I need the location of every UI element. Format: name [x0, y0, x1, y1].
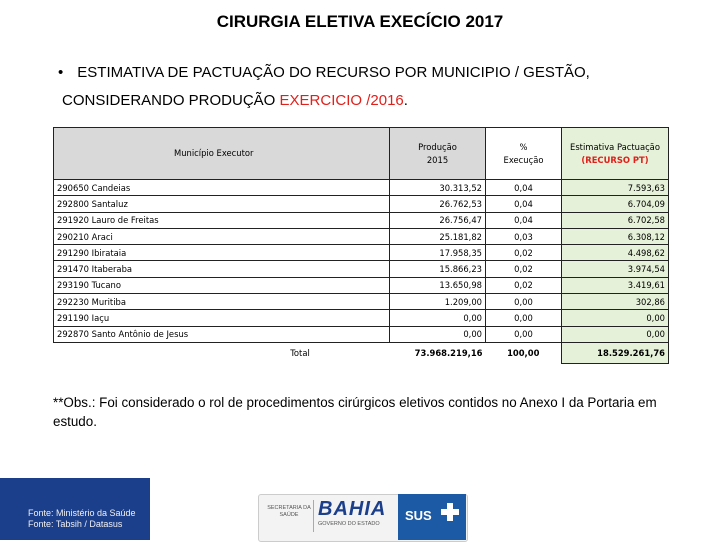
cell-pct: 0,02	[486, 261, 562, 277]
cell-producao: 0,00	[390, 310, 486, 326]
col-header-pct-line1: %	[519, 141, 528, 152]
table-row	[54, 180, 669, 196]
cell-pct: 0,00	[486, 326, 562, 342]
bullet-highlight: EXERCICIO /2016	[279, 92, 404, 109]
cell-producao: 0,00	[390, 326, 486, 342]
logo-divider	[313, 500, 314, 532]
cell-estimativa: 6.704,09	[562, 196, 669, 212]
table-row	[54, 294, 669, 310]
cell-estimativa: 0,00	[562, 310, 669, 326]
col-header-pct	[486, 128, 562, 180]
bullet-line	[58, 64, 590, 81]
page-title: CIRURGIA ELETIVA EXECÍCIO 2017	[216, 12, 504, 31]
cell-producao: 1.209,00	[390, 294, 486, 310]
cell-estimativa: 0,00	[562, 326, 669, 342]
sus-logo: SUS	[405, 508, 432, 523]
cell-municipio: 291920 Lauro de Freitas	[54, 212, 390, 228]
cell-estimativa: 6.308,12	[562, 228, 669, 244]
footer-sources	[28, 508, 136, 530]
col-header-estimativa-line2: (RECURSO PT)	[581, 154, 649, 165]
cell-municipio: 291190 Iaçu	[54, 310, 390, 326]
cell-producao: 30.313,52	[390, 180, 486, 196]
cell-pct: 0,02	[486, 245, 562, 261]
cell-producao: 26.756,47	[390, 212, 486, 228]
table-row	[54, 228, 669, 244]
cell-municipio: 292800 Santaluz	[54, 196, 390, 212]
cell-estimativa: 6.702,58	[562, 212, 669, 228]
bullet-suffix: .	[403, 92, 408, 109]
governo-logo-text: GOVERNO DO ESTADO	[318, 521, 380, 527]
cell-pct: 0,00	[486, 310, 562, 326]
cell-estimativa: 302,86	[562, 294, 669, 310]
table-header-row	[54, 128, 669, 180]
cell-producao: 17.958,35	[390, 245, 486, 261]
cell-estimativa: 4.498,62	[562, 245, 669, 261]
col-header-municipio: Município Executor	[54, 128, 390, 180]
cell-municipio: 292870 Santo Antônio de Jesus	[54, 326, 390, 342]
total-label: Total	[290, 348, 310, 359]
health-cross-icon	[440, 502, 460, 522]
source-line-2: Fonte: Tabsih / Datasus	[28, 519, 123, 529]
cell-producao: 26.762,53	[390, 196, 486, 212]
bullet-text: ESTIMATIVA DE PACTUAÇÃO DO RECURSO POR MUNICIPIO / GESTÃO,	[77, 64, 590, 81]
bullet-dot: •	[58, 64, 64, 81]
col-header-estimativa	[562, 128, 669, 180]
total-estimativa: 18.529.261,76	[562, 342, 669, 363]
cell-pct: 0,04	[486, 180, 562, 196]
total-producao: 73.968.219,16	[414, 348, 483, 359]
cell-pct: 0,04	[486, 196, 562, 212]
footer	[0, 478, 720, 540]
cell-pct: 0,02	[486, 277, 562, 293]
cell-municipio: 290210 Araci	[54, 228, 390, 244]
cell-pct: 0,00	[486, 294, 562, 310]
cell-municipio: 292230 Muritiba	[54, 294, 390, 310]
bullet-prefix: CONSIDERANDO PRODUÇÃO	[62, 92, 276, 109]
table-row	[54, 261, 669, 277]
table-row	[54, 196, 669, 212]
table-row	[54, 310, 669, 326]
table-row	[54, 326, 669, 342]
cell-pct: 0,03	[486, 228, 562, 244]
col-header-estimativa-line1: Estimativa Pactuação	[570, 141, 660, 152]
source-line-1: Fonte: Ministério da Saúde	[28, 508, 136, 518]
cell-producao: 25.181,82	[390, 228, 486, 244]
table-row	[54, 245, 669, 261]
cell-pct: 0,04	[486, 212, 562, 228]
col-header-producao-line2: 2015	[426, 154, 449, 165]
col-header-producao	[390, 128, 486, 180]
secretaria-logo-text: SECRETARIA DA SAÚDE	[267, 505, 311, 518]
cell-producao: 15.866,23	[390, 261, 486, 277]
cell-estimativa: 7.593,63	[562, 180, 669, 196]
data-table	[53, 127, 669, 364]
bullet-continuation	[62, 92, 408, 109]
cell-municipio: 293190 Tucano	[54, 277, 390, 293]
table-total-row	[54, 342, 669, 363]
cell-estimativa: 3.974,54	[562, 261, 669, 277]
observation-note: **Obs.: Foi considerado o rol de procedimentos cirúrgicos eletivos contidos no Anexo I da Portaria em estudo.	[53, 395, 657, 429]
cell-municipio: 290650 Candeias	[54, 180, 390, 196]
cell-estimativa: 3.419,61	[562, 277, 669, 293]
cell-municipio: 291470 Itaberaba	[54, 261, 390, 277]
cell-municipio: 291290 Ibirataia	[54, 245, 390, 261]
total-pct: 100,00	[507, 348, 540, 359]
col-header-pct-line2: Execução	[503, 154, 544, 165]
table-row	[54, 212, 669, 228]
table-row	[54, 277, 669, 293]
col-header-producao-line1: Produção	[418, 141, 457, 152]
cell-producao: 13.650,98	[390, 277, 486, 293]
bahia-logo: BAHIA	[318, 498, 387, 520]
